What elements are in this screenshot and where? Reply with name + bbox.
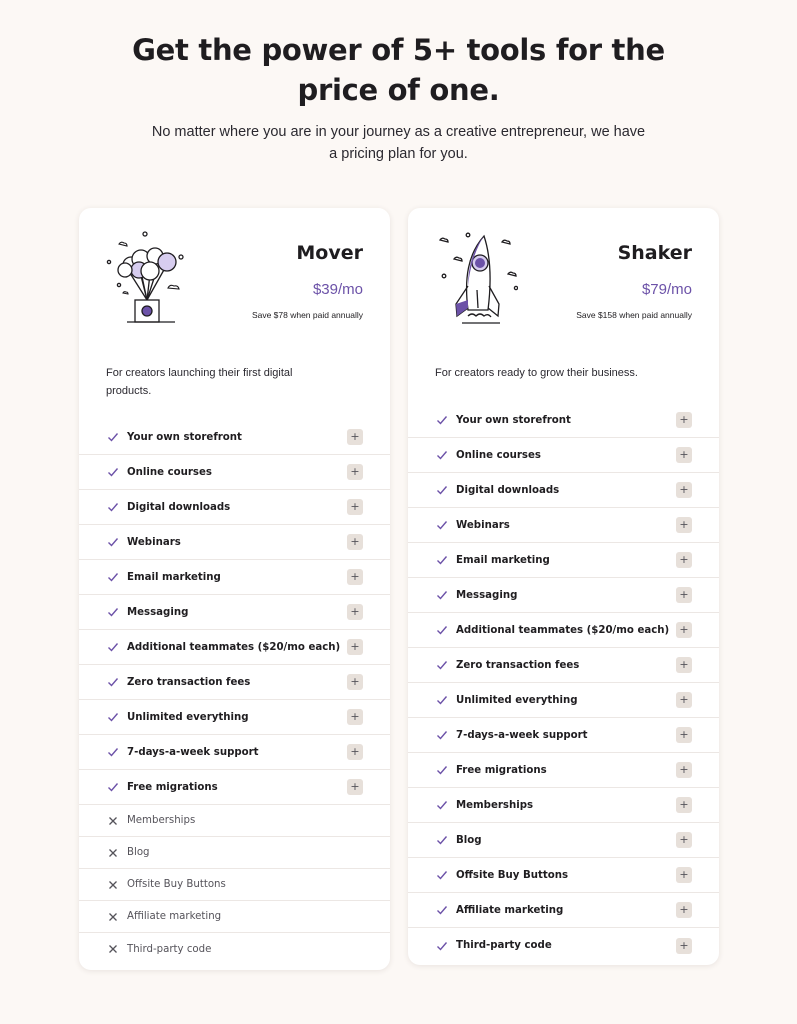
expand-button[interactable]: +: [676, 938, 692, 954]
feature-row: [79, 735, 390, 770]
expand-button[interactable]: +: [347, 429, 363, 445]
expand-button[interactable]: +: [676, 412, 692, 428]
feature-label: Zero transaction fees: [127, 676, 251, 688]
check-icon: [435, 763, 449, 777]
feature-row: [408, 858, 719, 893]
plan-name-mover: Mover: [296, 242, 363, 264]
feature-label: Offsite Buy Buttons: [456, 869, 569, 881]
feature-label: Affiliate marketing: [127, 911, 222, 922]
feature-list-shaker: [408, 403, 719, 963]
check-icon: [435, 658, 449, 672]
feature-label: Webinars: [127, 536, 181, 548]
feature-label: Your own storefront: [456, 414, 571, 426]
check-icon: [106, 745, 120, 759]
check-icon: [106, 710, 120, 724]
check-icon: [435, 483, 449, 497]
feature-label: Additional teammates ($20/mo each): [127, 641, 341, 653]
expand-button[interactable]: +: [676, 727, 692, 743]
check-icon: [106, 675, 120, 689]
feature-row: [79, 665, 390, 700]
check-icon: [106, 535, 120, 549]
x-icon: [106, 910, 120, 924]
feature-row-excluded: [79, 805, 390, 837]
expand-button[interactable]: +: [347, 674, 363, 690]
feature-label: Digital downloads: [127, 501, 231, 513]
check-icon: [106, 780, 120, 794]
feature-label: Offsite Buy Buttons: [127, 879, 226, 890]
feature-row-excluded: [79, 901, 390, 933]
expand-button[interactable]: +: [676, 587, 692, 603]
x-icon: [106, 878, 120, 892]
expand-button[interactable]: +: [347, 779, 363, 795]
expand-button[interactable]: +: [347, 569, 363, 585]
feature-label: Third-party code: [456, 940, 552, 951]
feature-label: Third-party code: [127, 943, 212, 955]
feature-row: [408, 893, 719, 928]
check-icon: [435, 623, 449, 637]
expand-button[interactable]: +: [676, 692, 692, 708]
balloons-illustration: [103, 230, 189, 330]
feature-row: [408, 753, 719, 788]
feature-row: [408, 928, 719, 963]
plan-save-note-mover: Save $78 when paid annually: [251, 310, 363, 320]
x-icon: [106, 942, 120, 956]
feature-label: Online courses: [127, 466, 212, 478]
feature-row: [408, 543, 719, 578]
feature-row: [408, 403, 719, 438]
plan-card-shaker: [408, 208, 719, 965]
feature-row: [79, 455, 390, 490]
check-icon: [435, 728, 449, 742]
check-icon: [435, 518, 449, 532]
plan-description-shaker: For creators ready to grow their business.: [435, 367, 638, 379]
check-icon: [106, 430, 120, 444]
expand-button[interactable]: +: [676, 517, 692, 533]
plan-save-note-shaker: Save $158 when paid annually: [576, 310, 692, 320]
expand-button[interactable]: +: [676, 482, 692, 498]
feature-row: [79, 700, 390, 735]
check-icon: [435, 588, 449, 602]
feature-label: Online courses: [456, 449, 541, 461]
x-icon: [106, 814, 120, 828]
feature-row: [408, 473, 719, 508]
expand-button[interactable]: +: [347, 499, 363, 515]
expand-button[interactable]: +: [347, 744, 363, 760]
feature-row: [408, 788, 719, 823]
check-icon: [106, 640, 120, 654]
feature-row: [408, 683, 719, 718]
feature-row: [79, 595, 390, 630]
feature-row: [408, 648, 719, 683]
feature-row: [79, 525, 390, 560]
feature-row: [79, 490, 390, 525]
feature-label: Messaging: [127, 606, 189, 618]
feature-label: Email marketing: [456, 554, 550, 566]
feature-label: Digital downloads: [456, 484, 560, 496]
check-icon: [435, 798, 449, 812]
plan-name-shaker: Shaker: [617, 242, 692, 264]
feature-label: Additional teammates ($20/mo each): [456, 624, 670, 636]
feature-row: [408, 438, 719, 473]
feature-label: Memberships: [456, 799, 534, 811]
check-icon: [435, 868, 449, 882]
expand-button[interactable]: +: [347, 604, 363, 620]
expand-button[interactable]: +: [676, 622, 692, 638]
feature-label: Unlimited everything: [127, 711, 249, 723]
check-icon: [435, 553, 449, 567]
feature-row: [79, 770, 390, 805]
expand-button[interactable]: +: [676, 762, 692, 778]
rocket-illustration: [432, 230, 518, 330]
feature-row: [408, 508, 719, 543]
expand-button[interactable]: +: [676, 657, 692, 673]
expand-button[interactable]: +: [347, 709, 363, 725]
feature-row-excluded: [79, 837, 390, 869]
x-icon: [106, 846, 120, 860]
page-title-line-1: Get the power of 5+ tools for the: [132, 33, 665, 67]
feature-label: Blog: [127, 847, 150, 858]
check-icon: [435, 693, 449, 707]
feature-label: Messaging: [456, 589, 518, 601]
plan-card-mover: [79, 208, 390, 970]
expand-button[interactable]: +: [676, 902, 692, 918]
feature-row: [79, 630, 390, 665]
feature-row: [408, 578, 719, 613]
expand-button[interactable]: +: [676, 832, 692, 848]
expand-button[interactable]: +: [676, 552, 692, 568]
feature-label: 7-days-a-week support: [127, 746, 259, 758]
feature-label: Unlimited everything: [456, 694, 578, 706]
feature-list-mover: [79, 420, 390, 965]
feature-label: Affiliate marketing: [456, 904, 564, 916]
feature-label: Webinars: [456, 519, 510, 531]
check-icon: [106, 500, 120, 514]
feature-label: Email marketing: [127, 571, 221, 583]
expand-button[interactable]: +: [347, 534, 363, 550]
check-icon: [106, 570, 120, 584]
feature-row-excluded: [79, 933, 390, 965]
plan-description-mover: For creators launching their first digital products.: [106, 367, 293, 397]
page-subtitle: No matter where you are in your journey as a creative entrepreneur, we have a pricing plan for you.: [151, 124, 646, 162]
check-icon: [435, 448, 449, 462]
feature-row: [408, 718, 719, 753]
feature-row-excluded: [79, 869, 390, 901]
expand-button[interactable]: +: [676, 447, 692, 463]
feature-row: [408, 823, 719, 858]
check-icon: [106, 605, 120, 619]
expand-button[interactable]: +: [676, 867, 692, 883]
feature-label: Blog: [456, 834, 482, 846]
check-icon: [435, 413, 449, 427]
plan-price-shaker: $79/mo: [641, 281, 692, 298]
feature-label: Free migrations: [456, 764, 547, 776]
feature-row: [79, 560, 390, 595]
expand-button[interactable]: +: [676, 797, 692, 813]
feature-label: Zero transaction fees: [456, 659, 580, 671]
feature-row: [79, 420, 390, 455]
check-icon: [435, 833, 449, 847]
expand-button[interactable]: +: [347, 464, 363, 480]
page-title-line-2: price of one.: [297, 73, 500, 107]
check-icon: [435, 939, 449, 953]
check-icon: [106, 465, 120, 479]
plan-price-mover: $39/mo: [312, 281, 363, 298]
feature-label: Your own storefront: [127, 431, 242, 443]
feature-label: 7-days-a-week support: [456, 729, 588, 741]
page-title: [0, 30, 797, 110]
feature-label: Free migrations: [127, 781, 218, 793]
expand-button[interactable]: +: [347, 639, 363, 655]
check-icon: [435, 903, 449, 917]
feature-row: [408, 613, 719, 648]
feature-label: Memberships: [127, 815, 196, 826]
